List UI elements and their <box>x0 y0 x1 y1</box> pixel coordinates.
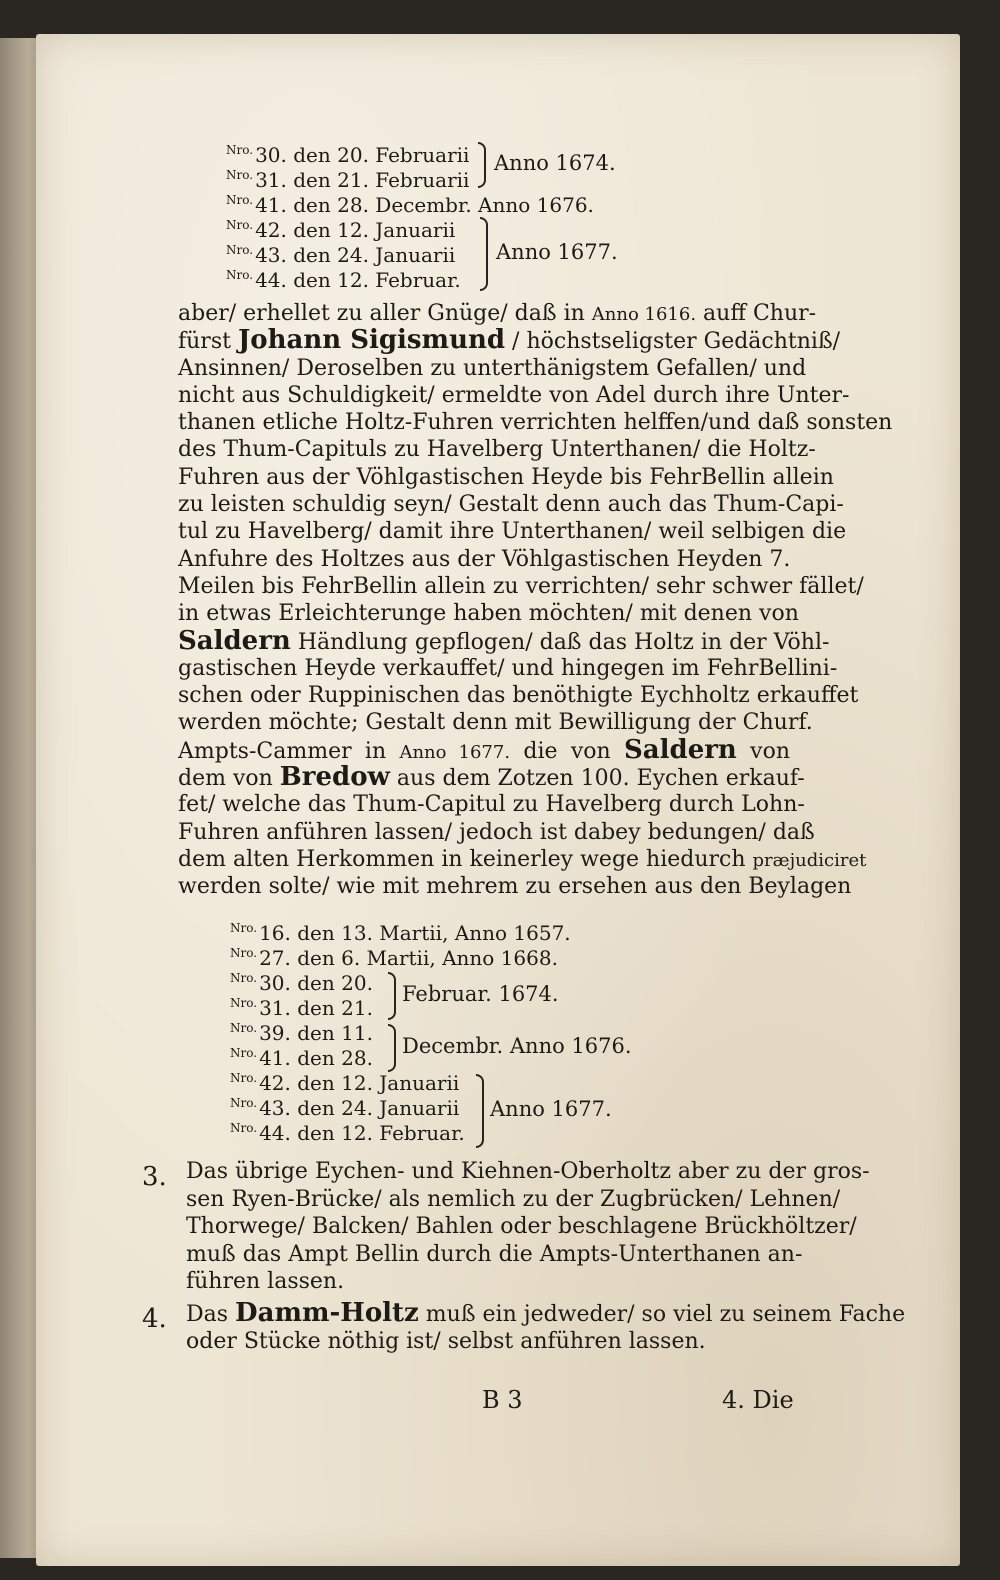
brace-top-2 <box>480 217 488 291</box>
text-line: Anfuhre des Holtzes aus der Vöhlgastischen Heyden 7. <box>178 546 791 572</box>
text-line: oder Stücke nöthig ist/ selbst anführen lassen. <box>186 1328 706 1354</box>
text-line: sen Ryen-Brücke/ als nemlich zu der Zugbrücken/ Lehnen/ <box>186 1186 841 1212</box>
ref-row: $^{Nro.}$ 43. den 24. Januarii <box>230 1096 460 1120</box>
text-line: Das Damm-Holtz muß ein jedweder/ so viel zu seinem Fache <box>186 1298 906 1328</box>
text-line: werden möchte; Gestalt denn mit Bewilligung der Churf. <box>178 710 813 736</box>
brace-label: Anno 1674. <box>494 151 616 175</box>
text-line: Ampts-Cammer in Anno 1677. die von Saldern von <box>178 734 791 765</box>
ref-row: $^{Nro.}$ 44. den 12. Februar. <box>226 268 461 292</box>
brace-label: Februar. 1674. <box>402 982 559 1006</box>
signature-mark: B 3 <box>482 1386 523 1414</box>
item-number: 4. <box>142 1304 167 1334</box>
ref-row: $^{Nro.}$ 41. den 28. <box>230 1046 373 1070</box>
item-number: 3. <box>142 1162 167 1192</box>
text-line: thanen etliche Holtz-Fuhren verrichten helffen/und daß sonsten <box>178 410 893 436</box>
brace-label: Decembr. Anno 1676. <box>402 1034 632 1058</box>
text-line: Fuhren anführen lassen/ jedoch ist dabey bedungen/ daß <box>178 819 815 845</box>
text-line: führen lassen. <box>186 1269 345 1294</box>
page <box>36 34 960 1566</box>
ref-row: $^{Nro.}$ 42. den 12. Januarii <box>230 1071 460 1095</box>
text-line: gastischen Heyde verkauffet/ und hingegen im FehrBellini- <box>178 655 838 681</box>
text-line: nicht aus Schuldigkeit/ ermeldte von Adel durch ihre Unter- <box>178 382 850 408</box>
text-line: Saldern Händlung gepflogen/ daß das Holtz in der Vöhl- <box>178 625 830 656</box>
brace-bottom-3 <box>476 1074 484 1148</box>
ref-row: $^{Nro.}$ 31. den 21. <box>230 996 373 1020</box>
text-line: aber/ erhellet zu aller Gnüge/ daß in Anno 1616. auff Chur- <box>178 301 817 326</box>
text-line: Thorwege/ Balcken/ Bahlen oder beschlagene Brückhöltzer/ <box>186 1214 857 1239</box>
brace-bottom-2 <box>388 1024 396 1072</box>
brace-bottom-1 <box>388 972 396 1020</box>
ref-row: $^{Nro.}$ 16. den 13. Martii, Anno 1657. <box>230 921 571 945</box>
text-line: fürst Johann Sigismund / höchstseligster Gedächtniß/ <box>178 325 841 356</box>
brace-label: Anno 1677. <box>490 1097 612 1121</box>
ref-row: $^{Nro.}$ 44. den 12. Februar. <box>230 1121 465 1145</box>
text-line: schen oder Ruppinischen das benöthigte Eychholtz erkauffet <box>178 683 859 709</box>
ref-row: $^{Nro.}$ 43. den 24. Januarii <box>226 243 456 267</box>
text-line: tul zu Havelberg/ damit ihre Unterthanen/ weil selbigen die <box>178 519 847 545</box>
text-line: des Thum-Capituls zu Havelberg Unterthanen/ die Holtz- <box>178 437 816 463</box>
text-line: dem alten Herkommen in keinerley wege hiedurch præjudiciret <box>178 846 867 872</box>
main-paragraph <box>178 300 893 901</box>
text-line: muß das Ampt Bellin durch die Ampts-Unterthanen an- <box>186 1241 803 1267</box>
item-3-text <box>186 1158 870 1296</box>
ref-row: $^{Nro.}$ 27. den 6. Martii, Anno 1668. <box>230 946 558 970</box>
ref-row: $^{Nro.}$ 31. den 21. Februarii <box>226 168 470 192</box>
item-4-text <box>186 1298 906 1355</box>
brace-label: Anno 1677. <box>496 240 618 264</box>
text-line: werden solte/ wie mit mehrem zu ersehen aus den Beylagen <box>178 874 852 900</box>
ref-row: $^{Nro.}$ 39. den 11. <box>230 1021 373 1045</box>
text-line: dem von Bredow aus dem Zotzen 100. Eychen erkauf- <box>178 762 805 793</box>
text-line: Ansinnen/ Deroselben zu unterthänigstem Gefallen/ und <box>178 355 807 381</box>
text-line: in etwas Erleichterunge haben möchten/ mit denen von <box>178 601 799 627</box>
ref-row: $^{Nro.}$ 42. den 12. Januarii <box>226 218 456 242</box>
catchword: 4. Die <box>722 1386 794 1414</box>
text-line: Meilen bis FehrBellin allein zu verrichten/ sehr schwer fället/ <box>178 573 864 599</box>
ref-row: $^{Nro.}$ 30. den 20. Februarii <box>226 143 470 167</box>
ref-row: $^{Nro.}$ 30. den 20. <box>230 971 373 995</box>
text-line: fet/ welche das Thum-Capitul zu Havelberg durch Lohn- <box>178 792 805 818</box>
text-line: Das übrige Eychen- und Kiehnen-Oberholtz aber zu der gros- <box>186 1159 870 1184</box>
ref-row: $^{Nro.}$ 41. den 28. Decembr. Anno 1676. <box>226 193 594 217</box>
brace-top-1 <box>478 142 486 188</box>
text-line: Fuhren aus der Vöhlgastischen Heyde bis FehrBellin allein <box>178 464 834 490</box>
text-line: zu leisten schuldig seyn/ Gestalt denn auch das Thum-Capi- <box>178 492 844 518</box>
